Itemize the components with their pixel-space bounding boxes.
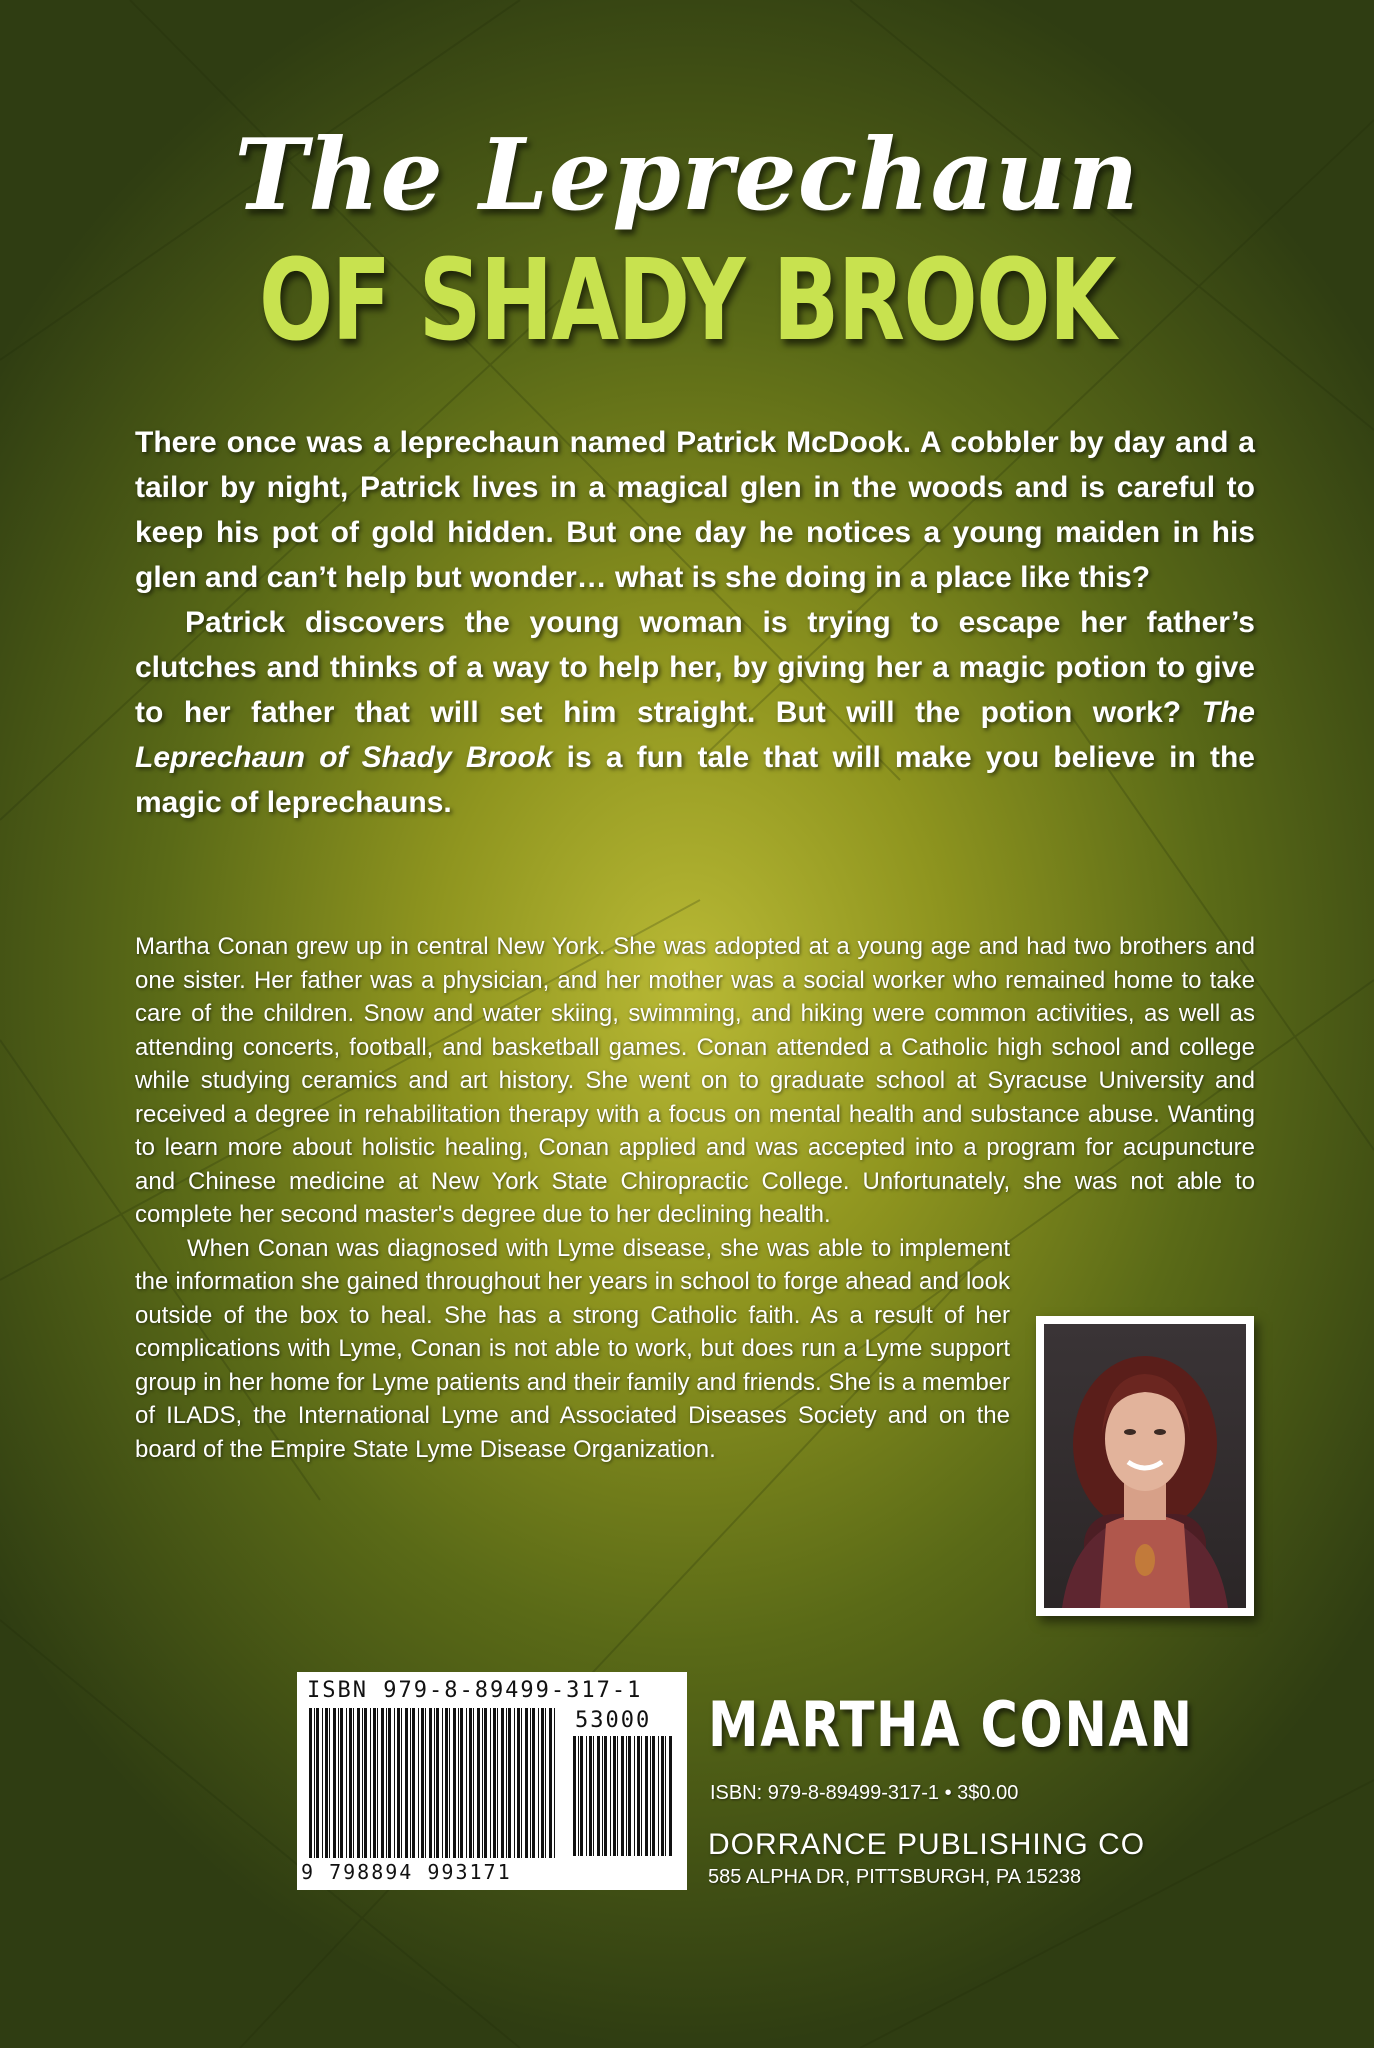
author-portrait-illustration: [1044, 1324, 1246, 1608]
barcode-digits: 9 798894 993171: [301, 1860, 512, 1884]
publisher-address: 585 ALPHA DR, PITTSBURGH, PA 15238: [708, 1866, 1082, 1888]
isbn-price-line: ISBN: 979-8-89499-317-1 • 3$0.00: [710, 1782, 1019, 1804]
blurb-p2-start: Patrick discovers the young woman is trying to escape her father’s clutches and thinks of a way to help her, by giving her a magic potion to give to her father that will set him straight. But will the potion work?: [135, 606, 1255, 729]
blurb-book-title: The Leprechaun of Shady Brook: [135, 696, 1255, 774]
author-bio: [135, 930, 1255, 1466]
author-name: MARTHA CONAN: [708, 1688, 1194, 1761]
barcode-bars-addon: [573, 1736, 677, 1856]
barcode-price-code: 53000: [575, 1708, 652, 1733]
author-photo: [1044, 1324, 1246, 1608]
title-main-line: OF SHADY BROOK: [258, 236, 1116, 366]
barcode-bars-main: [309, 1708, 559, 1858]
barcode-isbn-text: ISBN 979-8-89499-317-1: [307, 1678, 643, 1703]
barcode: [297, 1672, 687, 1890]
publisher-name: DORRANCE PUBLISHING CO: [708, 1828, 1146, 1861]
bio-paragraph-2: When Conan was diagnosed with Lyme disease, she was able to implement the information she gained throughout her years in school to forge ahead and look outside of the box to heal. She has a strong Catholic faith. As a result of her complications with Lyme, Conan is not able to work, but does run a Lyme support group in her home for Lyme patients and their family and friends. She is a member of ILADS, the International Lyme and Associated Diseases Society and on the board of the Empire State Lyme Disease Organization.: [135, 1234, 1010, 1463]
bio-paragraph-1: Martha Conan grew up in central New York. She was adopted at a young age and had two brothers and one sister. Her father was a physician, and her mother was a social worker who remained home to take care of the children. Snow and water skiing, swimming, and hiking were common activities, as well as attending concerts, football, and basketball games. Conan attended a Catholic high school and college while studying ceramics and art history. She went on to graduate school at Syracuse University and received a degree in rehabilitation therapy with a focus on mental health and substance abuse. Wanting to learn more about holistic healing, Conan applied and was accepted into a program for acupuncture and Chinese medicine at New York State Chiropractic College. Unfortunately, she was not able to complete her second master's degree due to her declining health.: [135, 933, 1255, 1228]
blurb-paragraph-2: [135, 600, 1255, 825]
title-script-line: The Leprechaun: [234, 118, 1140, 233]
blurb-p2-end: is a fun tale that will make you believe in the magic of leprechauns.: [135, 741, 1255, 819]
blurb-paragraph-1: There once was a leprechaun named Patrick McDook. A cobbler by day and a tailor by night, Patrick lives in a magical glen in the woods and is careful to keep his pot of gold hidden. But one day he notices a young maiden in his glen and can’t help but wonder… what is she doing in a place like this?: [135, 426, 1255, 594]
author-photo-frame: [1036, 1316, 1254, 1616]
book-blurb: [135, 420, 1255, 825]
